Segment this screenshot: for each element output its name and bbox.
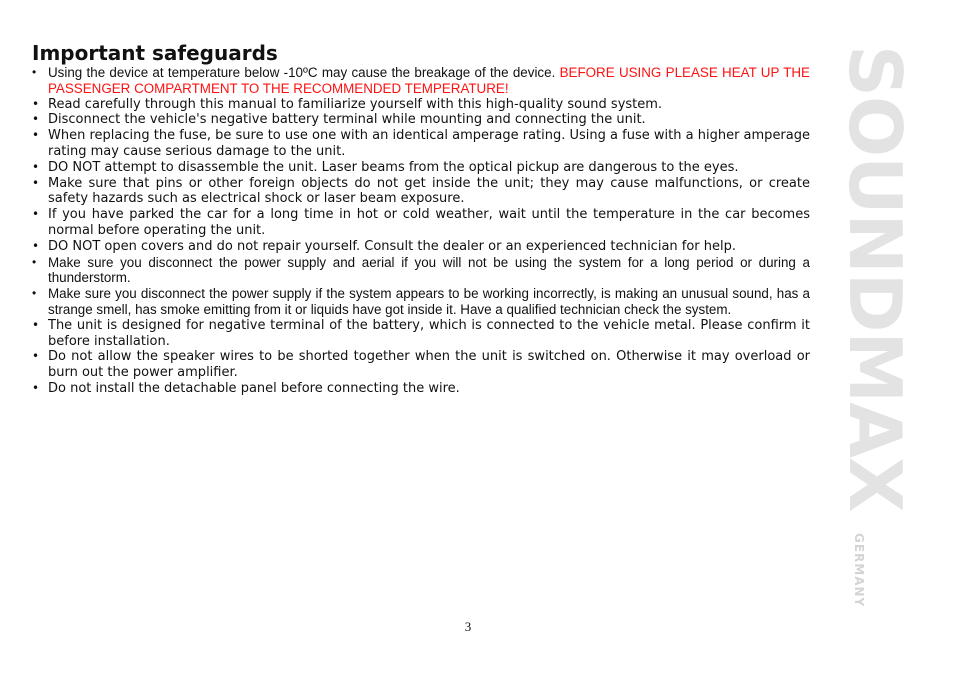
list-item: [32, 255, 810, 287]
warning-text: BEFORE USING PLEASE HEAT UP THE PASSENGER COMPARTMENT TO THE RECOMMENDED TEMPERATURE!: [48, 65, 810, 96]
bullet-icon: •: [32, 349, 40, 364]
list-item-text: Make sure that pins or other foreign objects do not get inside the unit; they may cause malfunctions, or create safety hazards such as electrical shock or laser beam exposure.: [48, 175, 810, 207]
list-item-text: Make sure you disconnect the power supply and aerial if you will not be using the system for a long period or during a thunderstorm.: [48, 254, 810, 286]
list-item: [32, 97, 810, 113]
list-item-text: DO NOT attempt to disassemble the unit. Laser beams from the optical pickup are dangerous to the eyes.: [48, 159, 739, 175]
list-item: [32, 318, 810, 350]
bullet-icon: •: [32, 96, 40, 111]
page-title: Important safeguards: [32, 41, 278, 65]
list-item: [32, 286, 810, 318]
bullet-icon: •: [32, 65, 37, 79]
list-item: [32, 381, 810, 397]
bullet-icon: •: [32, 207, 40, 222]
list-item-text: Disconnect the vehicle's negative battery terminal while mounting and connecting the unit.: [48, 112, 646, 128]
list-item-text: Do not install the detachable panel before connecting the wire.: [48, 380, 460, 396]
bullet-icon: •: [32, 317, 40, 332]
list-item-text: When replacing the fuse, be sure to use one with an identical amperage rating. Using a fuse with a higher amperage rating may cause serious damage to the unit.: [48, 128, 810, 159]
brand-logo: [833, 45, 917, 610]
logo-wordmark: SOUNDMAX: [833, 45, 917, 512]
list-item-text: Do not allow the speaker wires to be shorted together when the unit is switched on. Otherwise it may overload or burn out the power amplifier.: [48, 349, 810, 381]
list-item: [32, 65, 810, 97]
bullet-icon: •: [32, 128, 40, 143]
bullet-icon: •: [32, 159, 40, 174]
list-item: [32, 239, 810, 255]
bullet-icon: •: [32, 112, 40, 127]
bullet-icon: •: [32, 254, 37, 269]
bullet-icon: •: [32, 380, 40, 395]
bullet-icon: •: [32, 175, 40, 190]
list-item: [32, 349, 810, 381]
list-item: [32, 160, 810, 176]
list-item: [32, 112, 810, 128]
list-item: [32, 176, 810, 208]
list-item-text: If you have parked the car for a long time in hot or cold weather, wait until the temperature in the car becomes normal before operating the unit.: [48, 207, 810, 238]
list-item-text: Make sure you disconnect the power supply if the system appears to be working incorrectly, is making an unusual sound, has a strange smell, has smoke emitting from it or liquids have got inside it. Have a qualified technician check the system.: [48, 286, 810, 317]
safeguards-list: [32, 65, 810, 397]
list-item-text: DO NOT open covers and do not repair yourself. Consult the dealer or an experienced technician for help.: [48, 238, 737, 254]
bullet-icon: •: [32, 238, 40, 253]
list-item-text: Read carefully through this manual to familiarize yourself with this high-quality sound system.: [48, 96, 663, 112]
list-item-text: Using the device at temperature below -10ºC may cause the breakage of the device.: [48, 65, 560, 80]
list-item: [32, 207, 810, 239]
bullet-icon: •: [32, 286, 37, 301]
page-number: 3: [464, 619, 472, 634]
list-item: [32, 128, 810, 160]
logo-tagline: GERMANY: [852, 533, 866, 608]
list-item-text: The unit is designed for negative terminal of the battery, which is connected to the vehicle metal. Please confirm it before installation.: [48, 317, 810, 349]
